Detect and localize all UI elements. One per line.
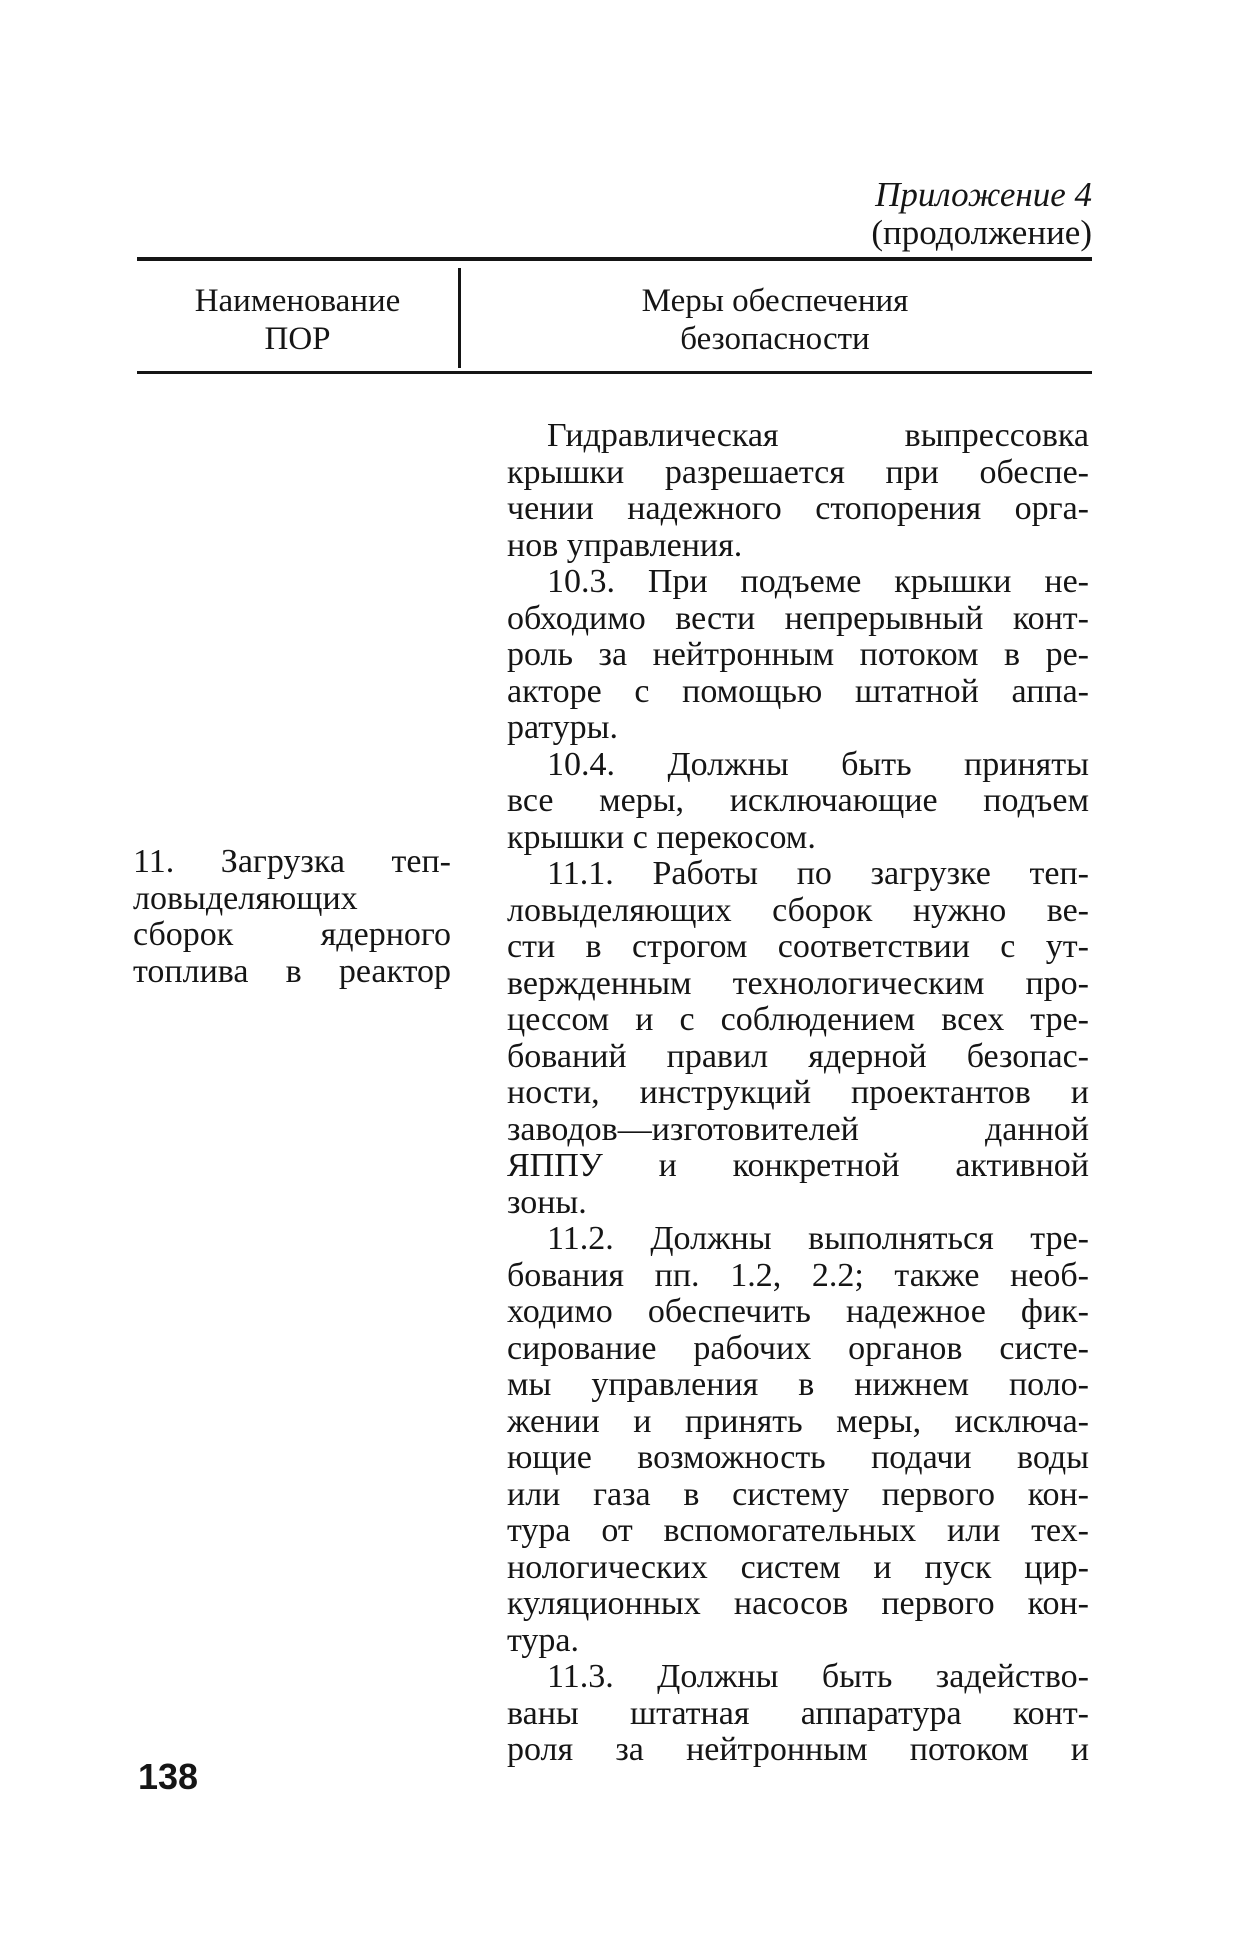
measure-line: роля за нейтронным потоком и [507,1731,1089,1768]
column-header-name-line2: ПОР [264,321,331,357]
measure-line: 11.1. Работы по загрузке теп- [547,855,1089,892]
measure-line: ющие возможность подачи воды [507,1439,1089,1476]
column-header-name [150,282,445,358]
measure-line: цессом и с соблюдением всех тре- [507,1001,1089,1038]
table-header-divider [458,268,461,368]
measure-line: ности, инструкций проектантов и [507,1074,1089,1111]
measure-line: сти в строгом соответствии с ут- [507,928,1089,965]
measure-line: бования пп. 1.2, 2.2; также необ- [507,1256,1089,1294]
measure-line: обходимо вести непрерывный конт- [507,599,1089,637]
measure-line: нов управления. [507,526,743,564]
measure-line: или газа в систему первого кон- [507,1475,1089,1513]
measure-line: мы управления в нижнем поло- [507,1366,1089,1403]
measure-line: зоны. [507,1183,587,1221]
table-cell-safety-measures [507,418,1089,1769]
measure-line: акторе с помощью штатной аппа- [507,672,1089,710]
measure-line: все меры, исключающие подъем [507,782,1089,819]
column-header-measures-line1: Меры обеспечения [641,283,909,319]
measure-paragraph-11-1 [507,856,1089,1221]
measure-line: сирование рабочих органов систе- [507,1329,1089,1367]
item-name-line: 11. Загрузка теп- [133,843,451,880]
measure-line: жении и принять меры, исключа- [507,1402,1089,1440]
measure-paragraph-10-4 [507,747,1089,857]
appendix-heading [871,176,1092,252]
column-header-measures-line2: безопасности [680,321,870,357]
measure-line: крышки с перекосом. [507,818,816,856]
column-header-measures [575,282,975,358]
page-number: 138 [138,1756,199,1797]
measure-paragraph-10-3 [507,564,1089,747]
measure-paragraph-11-3 [507,1659,1089,1769]
measure-line: тура. [507,1621,580,1659]
measure-line: крышки разрешается при обеспе- [507,453,1089,491]
measure-line: тура от вспомогательных или тех- [507,1512,1089,1549]
table-top-rule [137,257,1092,261]
item-name-line: сборок ядерного [133,916,451,953]
measure-line: 10.3. При подъеме крышки не- [547,563,1089,600]
measure-line: нологических систем и пуск цир- [507,1548,1089,1586]
measure-paragraph [507,418,1089,564]
measure-line: заводов—изготовителей данной [507,1110,1089,1148]
measure-line: ЯППУ и конкретной активной [507,1147,1089,1184]
table-cell-item-name [133,844,451,990]
measure-line: ходимо обеспечить надежное фик- [507,1293,1089,1330]
column-header-name-line1: Наименование [194,283,401,319]
measure-line: ловыделяющих сборок нужно ве- [507,891,1089,929]
measure-paragraph-11-2 [507,1221,1089,1659]
appendix-title: Приложение 4 [875,175,1092,214]
measure-line: роль за нейтронным потоком в ре- [507,636,1089,673]
measure-line: чении надежного стопорения орга- [507,490,1089,527]
measure-line: бований правил ядерной безопас- [507,1037,1089,1075]
measure-line: 10.4. Должны быть приняты [547,745,1089,783]
measure-line: куляционных насосов первого кон- [507,1585,1089,1622]
item-name-line: ловыделяющих [133,879,358,917]
measure-line: 11.2. Должны выполняться тре- [547,1220,1089,1257]
measure-line: вержденным технологическим про- [507,964,1089,1002]
measure-line: Гидравлическая выпрессовка [547,417,1089,454]
measure-line: 11.3. Должны быть задейство- [547,1658,1089,1695]
table-header-bottom-rule [137,371,1092,374]
measure-line: ваны штатная аппаратура конт- [507,1694,1089,1732]
measure-line: ратуры. [507,709,618,746]
appendix-continuation-note: (продолжение) [871,213,1092,252]
item-name-line: топлива в реактор [133,952,451,990]
